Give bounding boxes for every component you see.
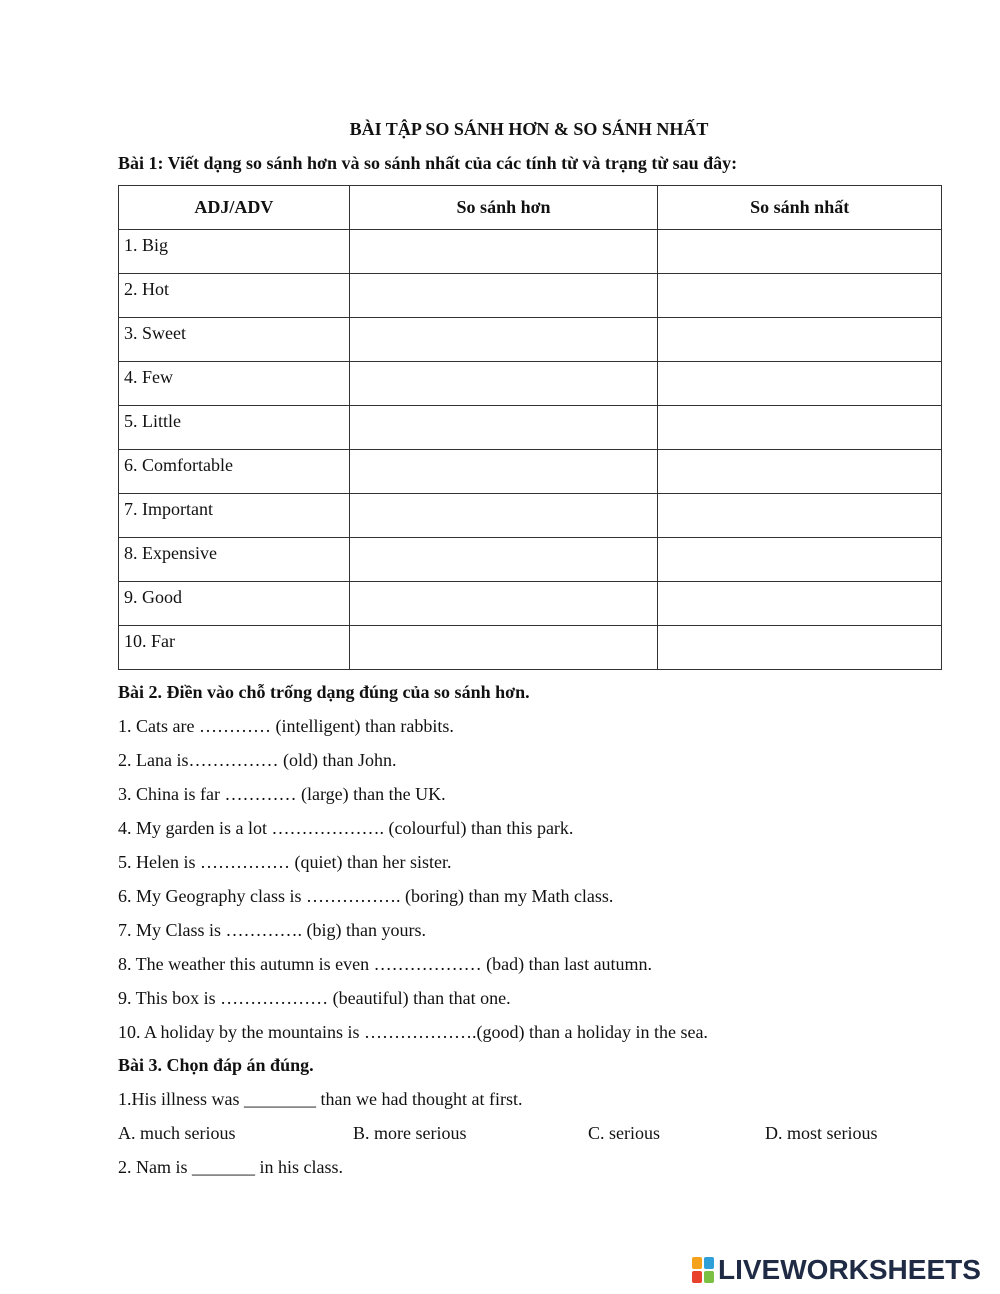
word-cell: 8. Expensive — [119, 538, 350, 582]
comparative-answer-cell[interactable] — [349, 582, 658, 626]
word-cell: 4. Few — [119, 362, 350, 406]
comparative-answer-cell[interactable] — [349, 274, 658, 318]
word-cell: 3. Sweet — [119, 318, 350, 362]
word-cell: 10. Far — [119, 626, 350, 670]
comparative-answer-cell[interactable] — [349, 406, 658, 450]
exercise-2-item[interactable]: 3. China is far ………… (large) than the UK. — [118, 784, 446, 804]
comparative-answer-cell[interactable] — [349, 362, 658, 406]
comparative-answer-cell[interactable] — [349, 538, 658, 582]
column-header: ADJ/ADV — [119, 186, 350, 230]
superlative-answer-cell[interactable] — [658, 626, 942, 670]
exercise-1-table — [118, 185, 942, 670]
exercise-2-item[interactable]: 5. Helen is …………… (quiet) than her sister. — [118, 852, 452, 872]
comparative-answer-cell[interactable] — [349, 230, 658, 274]
exercise-3-heading: Bài 3. Chọn đáp án đúng. — [118, 1055, 314, 1075]
logo-mark-icon — [692, 1257, 714, 1283]
table-row — [119, 274, 942, 318]
superlative-answer-cell[interactable] — [658, 362, 942, 406]
superlative-answer-cell[interactable] — [658, 406, 942, 450]
logo-square — [692, 1271, 702, 1283]
logo-square — [704, 1271, 714, 1283]
comparative-answer-cell[interactable] — [349, 626, 658, 670]
option-b[interactable]: B. more serious — [353, 1123, 467, 1143]
exercise-2-item[interactable]: 10. A holiday by the mountains is ……………….(good) than a holiday in the sea. — [118, 1022, 708, 1042]
table-row — [119, 626, 942, 670]
superlative-answer-cell[interactable] — [658, 582, 942, 626]
word-cell: 9. Good — [119, 582, 350, 626]
liveworksheets-logo — [692, 1255, 981, 1285]
exercise-2-item[interactable]: 9. This box is ……………… (beautiful) than that one. — [118, 988, 511, 1008]
option-c[interactable]: C. serious — [588, 1123, 660, 1143]
page-title: BÀI TẬP SO SÁNH HƠN & SO SÁNH NHẤT — [349, 119, 709, 139]
column-header: So sánh hơn — [349, 186, 658, 230]
option-d[interactable]: D. most serious — [765, 1123, 878, 1143]
superlative-answer-cell[interactable] — [658, 318, 942, 362]
table-row — [119, 230, 942, 274]
superlative-answer-cell[interactable] — [658, 494, 942, 538]
superlative-answer-cell[interactable] — [658, 230, 942, 274]
word-cell: 2. Hot — [119, 274, 350, 318]
exercise-2-item[interactable]: 2. Lana is…………… (old) than John. — [118, 750, 397, 770]
table-row — [119, 406, 942, 450]
comparative-answer-cell[interactable] — [349, 450, 658, 494]
word-cell: 6. Comfortable — [119, 450, 350, 494]
exercise-2-item[interactable]: 6. My Geography class is ……………. (boring) than my Math class. — [118, 886, 614, 906]
logo-text: LIVEWORKSHEETS — [718, 1254, 981, 1285]
word-cell: 7. Important — [119, 494, 350, 538]
exercise-2-item[interactable]: 7. My Class is …………. (big) than yours. — [118, 920, 426, 940]
table-header-row — [119, 186, 942, 230]
superlative-answer-cell[interactable] — [658, 538, 942, 582]
comparative-answer-cell[interactable] — [349, 318, 658, 362]
superlative-answer-cell[interactable] — [658, 274, 942, 318]
table-row — [119, 318, 942, 362]
exercise-2-item[interactable]: 1. Cats are ………… (intelligent) than rabbits. — [118, 716, 454, 736]
exercise-3-question-1: 1.His illness was ________ than we had thought at first. — [118, 1089, 523, 1109]
table-row — [119, 538, 942, 582]
table-row — [119, 494, 942, 538]
superlative-answer-cell[interactable] — [658, 450, 942, 494]
exercise-3-question-2: 2. Nam is _______ in his class. — [118, 1157, 343, 1177]
exercise-2-item[interactable]: 8. The weather this autumn is even ……………… (bad) than last autumn. — [118, 954, 653, 974]
table-row — [119, 362, 942, 406]
logo-square — [692, 1257, 702, 1269]
word-cell: 1. Big — [119, 230, 350, 274]
exercise-1-heading: Bài 1: Viết dạng so sánh hơn và so sánh nhất của các tính từ và trạng từ sau đây: — [118, 153, 738, 173]
logo-square — [704, 1257, 714, 1269]
exercise-2-heading: Bài 2. Điền vào chỗ trống dạng đúng của so sánh hơn. — [118, 682, 530, 702]
table-row — [119, 450, 942, 494]
comparative-answer-cell[interactable] — [349, 494, 658, 538]
table-row — [119, 582, 942, 626]
word-cell: 5. Little — [119, 406, 350, 450]
option-a[interactable]: A. much serious — [118, 1123, 236, 1143]
exercise-2-item[interactable]: 4. My garden is a lot ………………. (colourful) than this park. — [118, 818, 574, 838]
column-header: So sánh nhất — [658, 186, 942, 230]
